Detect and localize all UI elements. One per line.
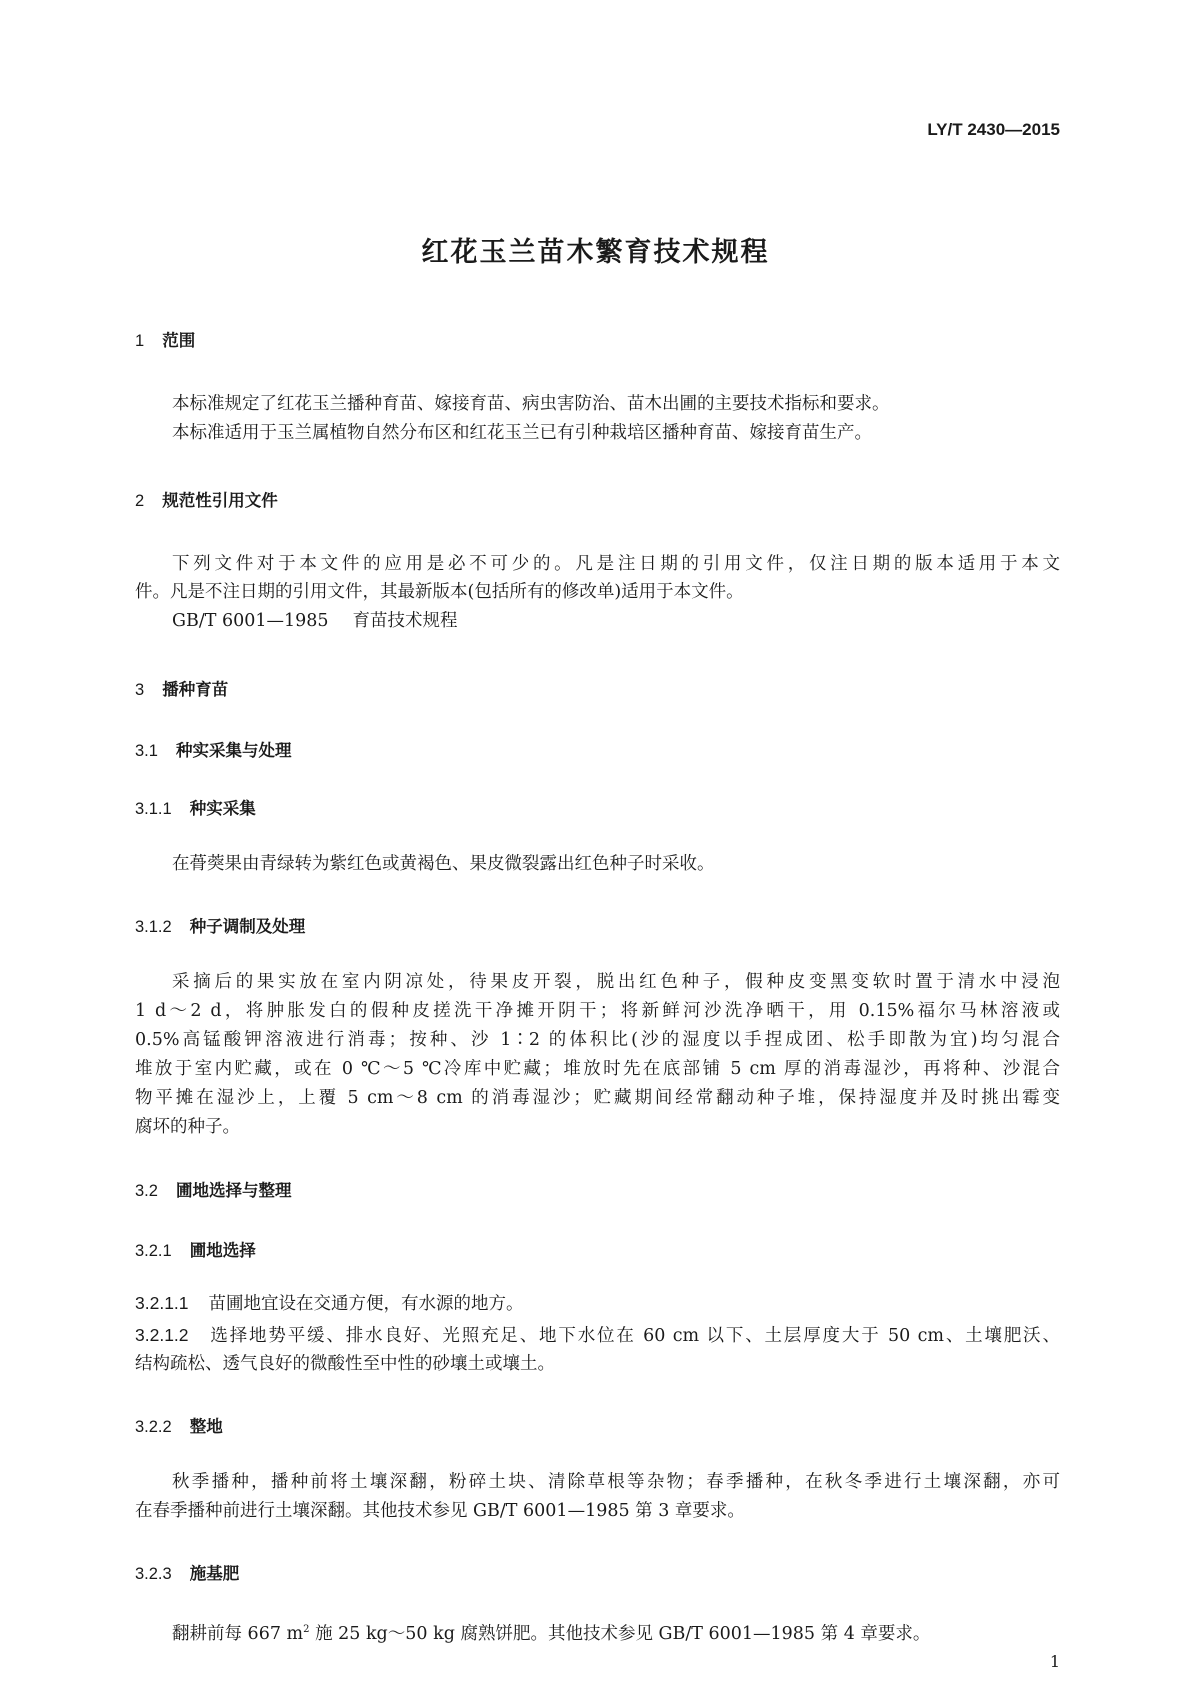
section-number: 3.2.2 <box>135 1418 172 1436</box>
section-number: 2 <box>135 492 145 510</box>
standard-number: LY/T 2430—2015 <box>927 120 1060 139</box>
text: 施 25 kg～50 kg 腐熟饼肥。其他技术参见 GB/T 6001—1985 第 4 章要求。 <box>309 1623 931 1644</box>
heading-3-2 <box>135 1177 291 1201</box>
section-number: 3.2.1 <box>135 1242 172 1260</box>
section-title: 施基肥 <box>189 1564 240 1583</box>
reference-entry <box>135 607 1060 636</box>
section-number: 3.1.1 <box>135 800 172 818</box>
text: 翻耕前每 667 m <box>172 1623 304 1644</box>
section-number: 3.1 <box>135 742 158 760</box>
paragraph-line: 秋季播种，播种前将土壤深翻，粉碎土块、清除草根等杂物；春季播种，在秋冬季进行土壤深翻，亦可 <box>172 1472 1060 1492</box>
paragraph-line: 本标准适用于玉兰属植物自然分布区和红花玉兰已有引种栽培区播种育苗、嫁接育苗生产。 <box>172 423 872 443</box>
heading-1 <box>135 327 195 351</box>
section-number: 1 <box>135 332 145 350</box>
section-title: 种实采集与处理 <box>175 741 292 760</box>
clause-3-2-1-2 <box>135 1321 1060 1350</box>
section-title: 种子调制及处理 <box>189 917 306 936</box>
paragraph-line: 在蓇葖果由青绿转为紫红色或黄褐色、果皮微裂露出红色种子时采收。 <box>172 854 715 874</box>
section-number: 3.2.3 <box>135 1565 172 1583</box>
paragraph-line: 下列文件对于本文件的应用是必不可少的。凡是注日期的引用文件，仅注日期的版本适用于本文 <box>172 554 1060 574</box>
reference-code: GB/T 6001—1985 <box>172 611 329 631</box>
paragraph-line: 物平摊在湿沙上，上覆 5 cm～8 cm 的消毒湿沙；贮藏期间经常翻动种子堆，保持湿度并及时挑出霉变 <box>135 1088 1060 1108</box>
paragraph-line <box>135 1615 1060 1644</box>
section-title: 整地 <box>189 1417 223 1436</box>
paragraph-line: 采摘后的果实放在室内阴凉处，待果皮开裂，脱出红色种子，假种皮变黑变软时置于清水中浸泡 <box>172 972 1060 992</box>
section-title: 播种育苗 <box>162 680 229 699</box>
heading-3-1 <box>135 737 291 761</box>
heading-3-1-2 <box>135 913 305 937</box>
paragraph-line: 在春季播种前进行土壤深翻。其他技术参见 GB/T 6001—1985 第 3 章要求。 <box>135 1501 745 1521</box>
section-title: 种实采集 <box>189 799 256 818</box>
paragraph-line: 腐坏的种子。 <box>135 1117 240 1137</box>
document-title: 红花玉兰苗木繁育技术规程 <box>421 237 770 268</box>
heading-3-2-1 <box>135 1237 256 1261</box>
section-number: 3 <box>135 681 145 699</box>
section-number: 3.2 <box>135 1182 158 1200</box>
heading-3 <box>135 676 228 700</box>
clause-3-2-1-1 <box>135 1289 1060 1318</box>
heading-3-1-1 <box>135 795 256 819</box>
paragraph-line: 件。凡是不注日期的引用文件，其最新版本(包括所有的修改单)适用于本文件。 <box>135 582 744 602</box>
section-title: 圃地选择 <box>189 1241 256 1260</box>
heading-2 <box>135 487 278 511</box>
section-title: 范围 <box>162 331 196 350</box>
reference-title: 育苗技术规程 <box>352 611 458 631</box>
superscript: 2 <box>303 1624 310 1635</box>
heading-3-2-3 <box>135 1560 239 1584</box>
clause-number: 3.2.1.2 <box>135 1325 189 1345</box>
clause-text: 苗圃地宜设在交通方便，有水源的地方。 <box>208 1294 524 1314</box>
page-number: 1 <box>1049 1652 1060 1671</box>
paragraph-line: 1 d～2 d，将肿胀发白的假种皮搓洗干净摊开阴干；将新鲜河沙洗净晒干，用 0.15%福尔马林溶液或 <box>135 1001 1060 1021</box>
section-title: 圃地选择与整理 <box>175 1181 292 1200</box>
section-number: 3.1.2 <box>135 918 172 936</box>
clause-text: 选择地势平缓、排水良好、光照充足、地下水位在 60 cm 以下、土层厚度大于 50 cm、土壤肥沃、 <box>208 1326 1060 1346</box>
paragraph-line: 本标准规定了红花玉兰播种育苗、嫁接育苗、病虫害防治、苗木出圃的主要技术指标和要求。 <box>172 394 890 414</box>
heading-3-2-2 <box>135 1413 223 1437</box>
clause-number: 3.2.1.1 <box>135 1293 189 1313</box>
paragraph-line: 结构疏松、透气良好的微酸性至中性的砂壤土或壤土。 <box>135 1354 555 1374</box>
section-title: 规范性引用文件 <box>162 491 278 510</box>
paragraph-line: 堆放于室内贮藏，或在 0 ℃～5 ℃冷库中贮藏；堆放时先在底部铺 5 cm 厚的消毒湿沙，再将种、沙混合 <box>135 1059 1060 1079</box>
paragraph-line: 0.5%高锰酸钾溶液进行消毒；按种、沙 1∶2 的体积比(沙的湿度以手捏成团、松手即散为宜)均匀混合 <box>135 1030 1060 1050</box>
